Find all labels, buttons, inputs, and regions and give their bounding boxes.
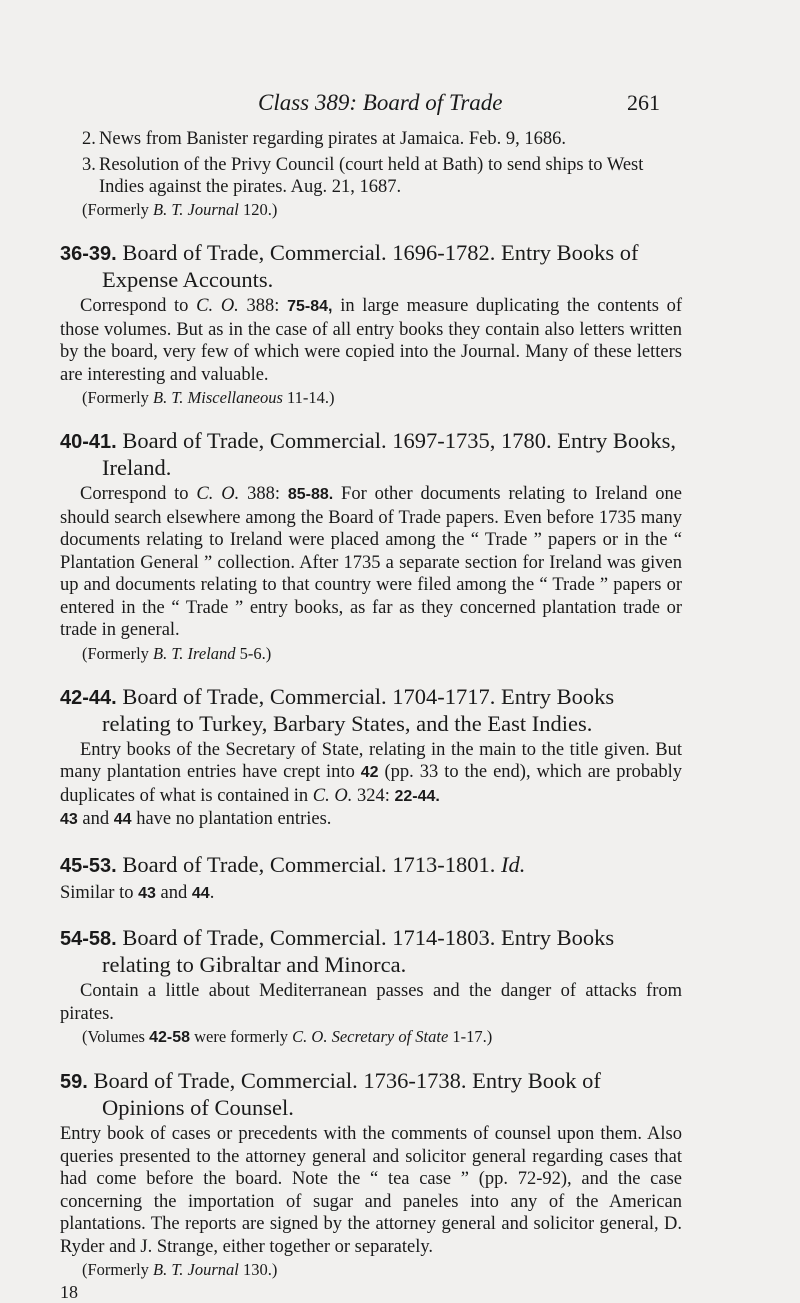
note-text: (Volumes: [82, 1027, 150, 1046]
entry-40-41: [60, 428, 682, 664]
volume-ref: 22-44.: [394, 787, 440, 805]
volume-ref: 42-58: [149, 1029, 190, 1046]
body-text: .: [209, 882, 215, 903]
volume-ref: 43: [60, 811, 78, 828]
body-text: (pp. 33 to the end), which are probably duplicates of what is contained in: [60, 762, 682, 806]
body-ref: C. O.: [196, 296, 239, 316]
list-item: [82, 128, 682, 150]
entry-body: [60, 882, 682, 906]
note-ref: B. T. Ireland: [153, 643, 236, 663]
entry-heading: [60, 1068, 682, 1120]
entry-54-58: [60, 925, 682, 1048]
formerly-note: [60, 387, 682, 408]
volume-ref: 44: [191, 884, 210, 902]
body-text: Entry book of cases or precedents with the comments of counsel upon them. Also queries presented to the attorney general and solicitor general regarding cases that had come before the board. Note the “ tea case ” (pp. 72-92), and the case concerning the importation of sugar and paneles into any of the American plantations. The reports are signed by the attorney general and solicitor general, D. Ryder and J. Strange, either together or separately.: [60, 1124, 682, 1257]
entry-heading: [60, 852, 682, 879]
entry-heading: [60, 240, 682, 292]
entry-42-44: [60, 684, 682, 832]
entry-body: [60, 739, 682, 832]
volume-ref: 43: [138, 884, 156, 902]
note-text: 130.): [238, 1260, 278, 1279]
entry-number: 42-44.: [60, 686, 117, 709]
note-ref: B. T. Journal: [153, 1260, 239, 1279]
body-ref: C. O.: [196, 484, 240, 504]
volume-ref: 44: [113, 811, 132, 828]
list-item: [82, 154, 682, 198]
entry-heading: [60, 925, 682, 977]
entry-title: Board of Trade, Commercial. 1696-1782. Entry Books of Expense Accounts.: [102, 240, 639, 292]
entry-heading: [60, 684, 682, 736]
body-text: and: [155, 882, 192, 903]
note-ref: C. O. Secretary of State: [292, 1027, 449, 1046]
body-text: For other documents relating to Ireland one should search elsewhere among the Board of Trade papers. Even before 1735 many documents relating to Ireland were placed among the “ Trade ” papers or in the “ Plantation General ” collection. After 1735 a separate section for Ireland was given up and documents relating to that country were filed among the “ Trade ” papers or entered in the “ Trade ” entry books, as far as they concerned plantation trade or trade in general.: [60, 484, 683, 640]
page-number: 261: [627, 90, 660, 115]
formerly-note: [60, 1259, 682, 1280]
entry-heading: [60, 428, 682, 480]
running-title: Class 389: Board of Trade: [258, 90, 503, 115]
volume-ref: 75-84,: [287, 298, 333, 315]
note-ref: B. T. Miscellaneous: [153, 388, 283, 407]
note-text: 11-14.): [282, 388, 335, 407]
entry-body: [60, 1123, 682, 1258]
entry-title: Board of Trade, Commercial. 1736-1738. Entry Book of Opinions of Counsel.: [93, 1068, 601, 1120]
body-text: in large measure duplicating the contents of those volumes. But as in the case of all entry books they contain also letters written by the board, very few of which were copied into the Journal. Many of these letters are interesting and valuable.: [60, 296, 683, 385]
note-text: 1-17.): [448, 1027, 493, 1046]
entry-number: 54-58.: [60, 928, 117, 950]
note-text: were formerly: [190, 1027, 293, 1046]
body-text: Correspond to: [80, 296, 197, 316]
note-text: (Formerly: [82, 1260, 154, 1279]
item-text: Resolution of the Privy Council (court held at Bath) to send ships to West Indies against the pirates. Aug. 21, 1687.: [99, 155, 644, 197]
entry-number: 40-41.: [60, 431, 117, 453]
body-text: Contain a little about Mediterranean passes and the danger of attacks from pirates.: [60, 981, 682, 1024]
volume-ref: 85-88.: [287, 486, 334, 503]
item-number: 3.: [82, 155, 96, 175]
entry-body: [60, 295, 682, 386]
note-text: (Formerly: [82, 200, 154, 219]
note-text: (Formerly: [82, 643, 154, 663]
entry-number: 45-53.: [60, 854, 117, 877]
entry-body: [60, 483, 682, 642]
entry-number: 59.: [60, 1071, 88, 1093]
entry-36-39: [60, 240, 682, 408]
formerly-note: [60, 643, 682, 664]
note-ref: B. T. Journal: [153, 200, 239, 219]
body-text: have no plantation entries.: [131, 809, 332, 829]
entry-title-ref: Id.: [501, 851, 526, 877]
formerly-note: [60, 1026, 682, 1048]
item-text: News from Banister regarding pirates at Jamaica. Feb. 9, 1686.: [99, 129, 566, 149]
body-ref: C. O.: [312, 785, 353, 806]
entry-title: Board of Trade, Commercial. 1704-1717. Entry Books relating to Turkey, Barbary States, and the East Indies.: [102, 683, 615, 736]
page-content: [60, 124, 682, 1303]
body-text: 388:: [238, 296, 288, 316]
body-text: Similar to: [60, 882, 139, 903]
body-text: 324:: [352, 785, 395, 806]
body-text: and: [77, 809, 114, 829]
entry-title: Board of Trade, Commercial. 1713-1801.: [122, 851, 502, 877]
entry-59: [60, 1068, 682, 1280]
body-text: Entry books of the Secretary of State, relating in the main to the title given. But many plantation entries have crept into: [60, 739, 682, 782]
body-text: 388:: [239, 484, 288, 504]
entry-body: [60, 980, 682, 1025]
formerly-note: [60, 199, 682, 220]
running-header: [60, 90, 660, 118]
note-text: 5-6.): [235, 643, 272, 663]
volume-ref: 42: [360, 764, 379, 781]
entry-title: Board of Trade, Commercial. 1714-1803. Entry Books relating to Gibraltar and Minorca.: [102, 925, 615, 977]
body-text: Correspond to: [80, 484, 197, 504]
item-number: 2.: [82, 129, 96, 149]
note-text: 120.): [238, 200, 278, 219]
entry-number: 36-39.: [60, 243, 117, 265]
note-text: (Formerly: [82, 388, 154, 407]
signature-mark: 18: [60, 1282, 78, 1302]
entry-title: Board of Trade, Commercial. 1697-1735, 1780. Entry Books, Ireland.: [102, 428, 677, 480]
entry-45-53: [60, 852, 682, 906]
